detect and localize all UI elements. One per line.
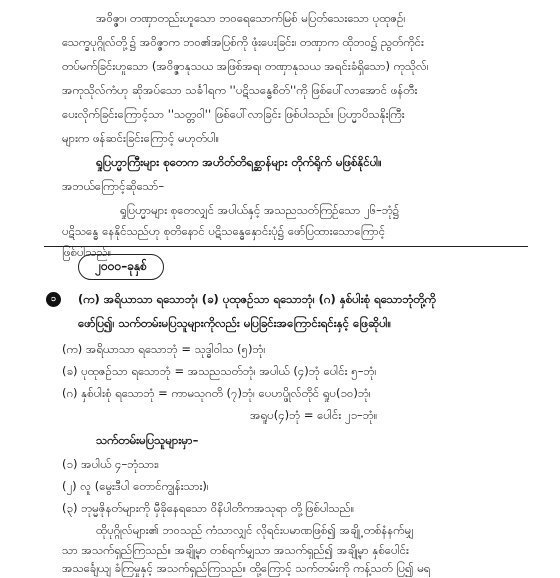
answer-line-4: အရူပ(၄)ဘုံ = ပေါင်း ၂၁–ဘုံ။ [250,408,378,422]
paragraph-3-line-3: အသင်္ချေယျ ခံကြမှုနှင့် အသက်ရှည်ကြသည်။ ထို့ကြောင့် သက်တမ်းကို ကန့်သတ် ပြ၍ မရ [62,561,431,575]
list-item-2: (၂) လူ (မွေးဒီပါ တောင်ကျွန်းသား)၊ [62,479,209,493]
paragraph-1-line-2: သေက္ခပုဂ္ဂိုလ်တို့၌ အဝိဇ္ဇာက ဘဝ၏အပြစ်ကို ဖုံးပေးခြင်း၊ တဏှာက ထိုဘဝ၌ ညွတ်ကိုင်း [62,35,424,49]
paragraph-2-line-1: ရှုပြဟ္မာများ စုတေလျှင် အပါယ်နှင့် အသညသတ်ကြဉ်သော ၂၆–ဘုံ၌ [120,203,400,217]
paragraph-3-line-2: သာ အသက်ရှည်ကြသည်။ အချို့မှာ တစ်ရက်မျှသာ အသက်ရှည်၍ အချို့မှာ နှစ်ပေါင်း [62,543,409,557]
list-item-1: (၁) အပါယ် ၄–ဘုံသား၊ [62,457,159,471]
subheading-lifespan: သက်တမ်းမပြသူများမှာ– [96,433,199,447]
answer-line-3: (ဂ) နှစ်ပါးစုံ ရသောဘုံ = ကာမသုဂတိ (၇)ဘုံ၊ ပေဟပ္ဖိုလ်တိုင် ရှုပ(၁၀)ဘုံ၊ [62,386,371,400]
question-marker: ၁ [46,292,61,307]
paragraph-2-line-3: ဖြစ်ပါသည်။ [62,245,112,259]
paragraph-1-line-5: ပေးလိုက်ခြင်းကြောင့်သာ ''သတ္တဝါ'' ဖြစ်ပေါ်လာခြင်း ဖြစ်ပါသည်။ ပြဟ္မာပိသနိုးကြီး [62,107,405,121]
paragraph-1-line-4: အကုသိုလ်ကံဟု ဆိုအပ်သော သင်္ခါရက ''ပဋိသန္ဓေစိတ်''ကို ဖြစ်ပေါ်လာအောင် ဖန်တီး [62,83,418,97]
reason-intro: အဘယ်ကြောင့်ဆိုသော်– [62,179,165,193]
paragraph-3-line-1: ထိုပုဂ္ဂိုလ်များ၏ ဘဝသည် ကံသာလျှင် လိုရင်းပမာဏဖြစ်၍ အချို့ တစ်နံနက်မျှ [96,523,414,537]
answer-line-2: (ခ) ပုထုဇဉ်သာ ရသောဘုံ = အသညသတ်ဘုံ၊ အပါယ် (၄)ဘုံ ပေါင်း ၅–ဘုံ၊ [62,364,377,378]
paragraph-1-line-3: တပ်မက်ခြင်းဟူသော (အဝိဇ္ဇာနုသယ အဖြစ်အရ၊ တဏှာနုသယ အရင်းခံရှိသော) ကုသိုလ်၊ [62,59,429,73]
paragraph-2-line-2: ပဋိသန္ဓေ နေနိုင်သည်ဟု စုတိနောင် ပဋိသန္ဓေနှောင်းပုံ၌ ဖော်ပြထားသောကြောင့် [62,224,386,238]
section-divider [44,246,528,247]
year-label: ၂၀၀၀–ခုနှစ် [78,254,164,280]
question-line-2: ဖော်ပြ၍၊ သက်တမ်းမပြသူများကိုလည်း မပြခြင်းအကြောင်းရင်းနှင့် ဖြေဆိုပါ။ [78,316,392,330]
heading-brahma: ရှုပြဟ္မာကြီးများ စုတေက အဟိတ်တိရစ္ဆာန်များ တိုက်ရိုက် မဖြစ်နိုင်ပါ။ [96,155,382,169]
list-item-3: (၃) ဘုမ္မဇိုနတ်များကို မှီခိုနေရသော ဝိနိပါတိကအသုရာ တို့ဖြစ်ပါသည်။ [62,501,355,515]
answer-line-1: (က) အရိယာသာ ရသောဘုံ = သုဒ္ဓါဝါသ (၅)ဘုံ၊ [62,342,266,356]
question-line-1: (က) အရိယာသာ ရသောဘုံ၊ (ခ) ပုထုဇဉ်သာ ရသောဘုံ၊ (ဂ) နှစ်ပါးစုံ ရသောဘုံတို့ကို [78,292,436,306]
paragraph-1-line-6: များက ဖန်ဆင်းခြင်းကြောင့် မဟုတ်ပါ။ [62,131,220,145]
paragraph-1-line-1: အဝိဇ္ဇာ၊ တဏှာတည်းဟူသော ဘဝရေသောက်မြစ် မပြတ်သေးသော ပုထုဇဉ်၊ [96,11,406,25]
